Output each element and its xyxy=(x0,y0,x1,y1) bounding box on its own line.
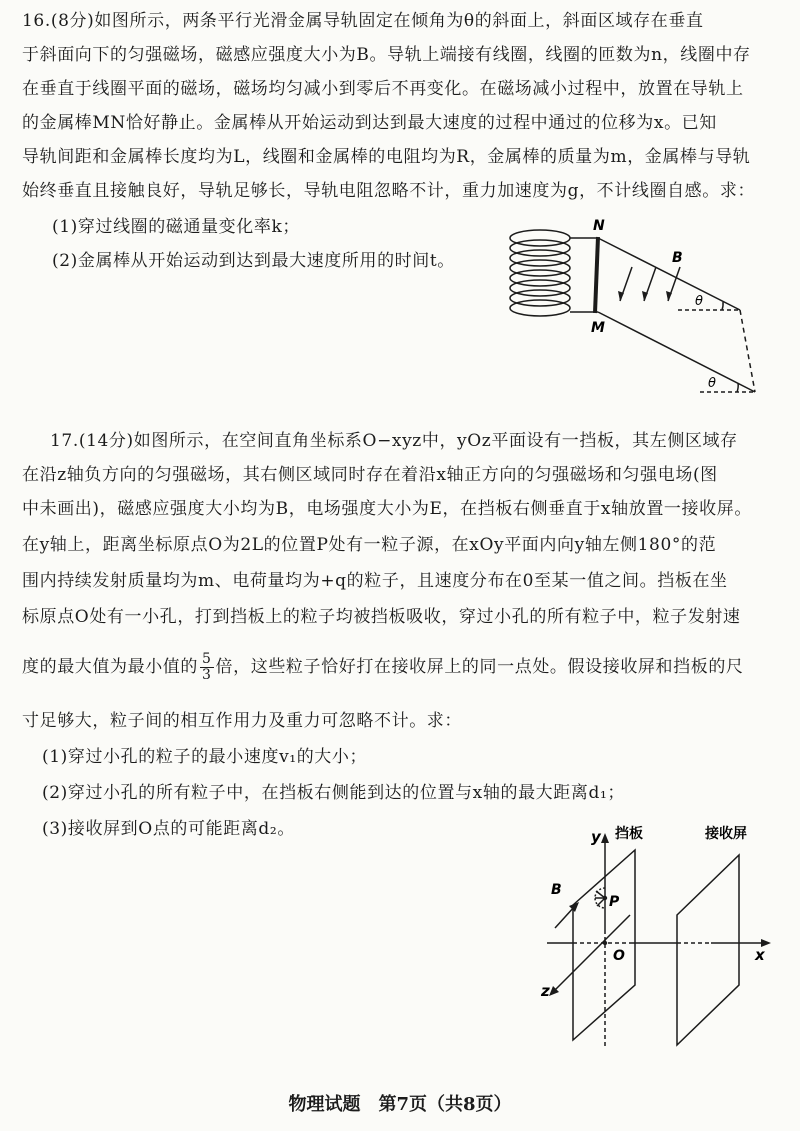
rail-bottom xyxy=(598,312,755,392)
q17-line-2: 在沿z轴负方向的匀强磁场，其右侧区域同时存在着沿x轴正方向的匀强磁场和匀强电场(图 xyxy=(22,465,718,485)
q16-line-5: 导轨间距和金属棒长度均为L，线圈和金属棒的电阻均为R，金属棒的质量为m，金属棒与导轨 xyxy=(22,147,751,167)
label-n: N xyxy=(593,218,605,234)
q17-line-6: 标原点O处有一小孔，打到挡板上的粒子均被挡板吸收，穿过小孔的所有粒子中，粒子发射速 xyxy=(22,607,741,627)
q16-sub2: (2)金属棒从开始运动到达到最大速度所用的时间t。 xyxy=(52,251,455,271)
fraction-5-3 xyxy=(200,652,214,683)
q17-line-1: 17.(14分)如图所示，在空间直角坐标系O−xyz中，yOz平面设有一挡板，其左侧区域存 xyxy=(50,431,738,451)
q16-line-2: 于斜面向下的匀强磁场，磁感应强度大小为B。导轨上端接有线圈，线圈的匝数为n，线圈中存 xyxy=(22,45,751,65)
y-axis-arrow-icon xyxy=(601,833,609,843)
label-y: y xyxy=(591,828,601,846)
q16-line-1: 16.(8分)如图所示，两条平行光滑金属导轨固定在倾角为θ的斜面上，斜面区域存在垂直 xyxy=(22,11,704,31)
label-x: x xyxy=(755,946,765,964)
q17-sub3: (3)接收屏到O点的可能距离d₂。 xyxy=(42,819,295,839)
q16-figure xyxy=(500,215,770,400)
page-footer: 物理试题 第7页（共8页） xyxy=(288,1094,512,1115)
screen-plane xyxy=(677,855,739,1045)
label-b: B xyxy=(551,882,562,898)
label-theta-bottom: θ xyxy=(708,376,716,391)
metal-rod-mn xyxy=(595,237,598,313)
fraction-denominator: 3 xyxy=(202,667,212,683)
label-screen: 接收屏 xyxy=(705,826,747,842)
fraction-numerator: 5 xyxy=(202,651,212,667)
q16-line-6: 始终垂直且接触良好，导轨足够长，导轨电阻忽略不计，重力加速度为g，不计线圈自感。求： xyxy=(22,181,756,201)
q16-line-3: 在垂直于线圈平面的磁场，磁场均匀减小到零后不再变化。在磁场减小过程中，放置在导轨上 xyxy=(22,79,744,99)
q17-line-3: 中未画出)，磁感应强度大小均为B，电场强度大小为E，在挡板右侧垂直于x轴放置一接收屏。 xyxy=(22,499,752,519)
q16-sub1: (1)穿过线圈的磁通量变化率k； xyxy=(52,217,300,237)
baffle-plane xyxy=(573,850,635,1040)
q17-sub2: (2)穿过小孔的所有粒子中，在挡板右侧能到达的位置与x轴的最大距离d₁； xyxy=(42,783,625,803)
q17-line-7-pre: 度的最大值为最小值的 xyxy=(22,657,198,677)
q16-line-4: 的金属棒MN恰好静止。金属棒从开始运动到达到最大速度的过程中通过的位移为x。已知 xyxy=(22,113,717,133)
label-m: M xyxy=(591,320,605,336)
label-theta-top: θ xyxy=(695,294,703,309)
label-b: B xyxy=(672,250,683,266)
q17-line-7 xyxy=(22,652,782,683)
label-z: z xyxy=(541,982,550,1000)
coil-icon xyxy=(510,230,570,316)
q17-line-8: 寸足够大，粒子间的相互作用力及重力可忽略不计。求： xyxy=(22,711,462,731)
q17-line-7-post: 倍，这些粒子恰好打在接收屏上的同一点处。假设接收屏和挡板的尺 xyxy=(215,657,744,677)
q17-line-4: 在y轴上，距离坐标原点O为2L的位置P处有一粒子源，在xOy平面内向y轴左侧180°的范 xyxy=(22,535,717,555)
label-o: O xyxy=(613,948,625,964)
q17-sub1: (1)穿过小孔的粒子的最小速度v₁的大小； xyxy=(42,747,368,767)
label-baffle: 挡板 xyxy=(615,826,643,842)
label-p: P xyxy=(609,894,620,910)
q17-line-5: 围内持续发射质量均为m、电荷量均为+q的粒子，且速度分布在0至某一值之间。挡板在坐 xyxy=(22,571,728,591)
q17-figure xyxy=(535,820,780,1050)
